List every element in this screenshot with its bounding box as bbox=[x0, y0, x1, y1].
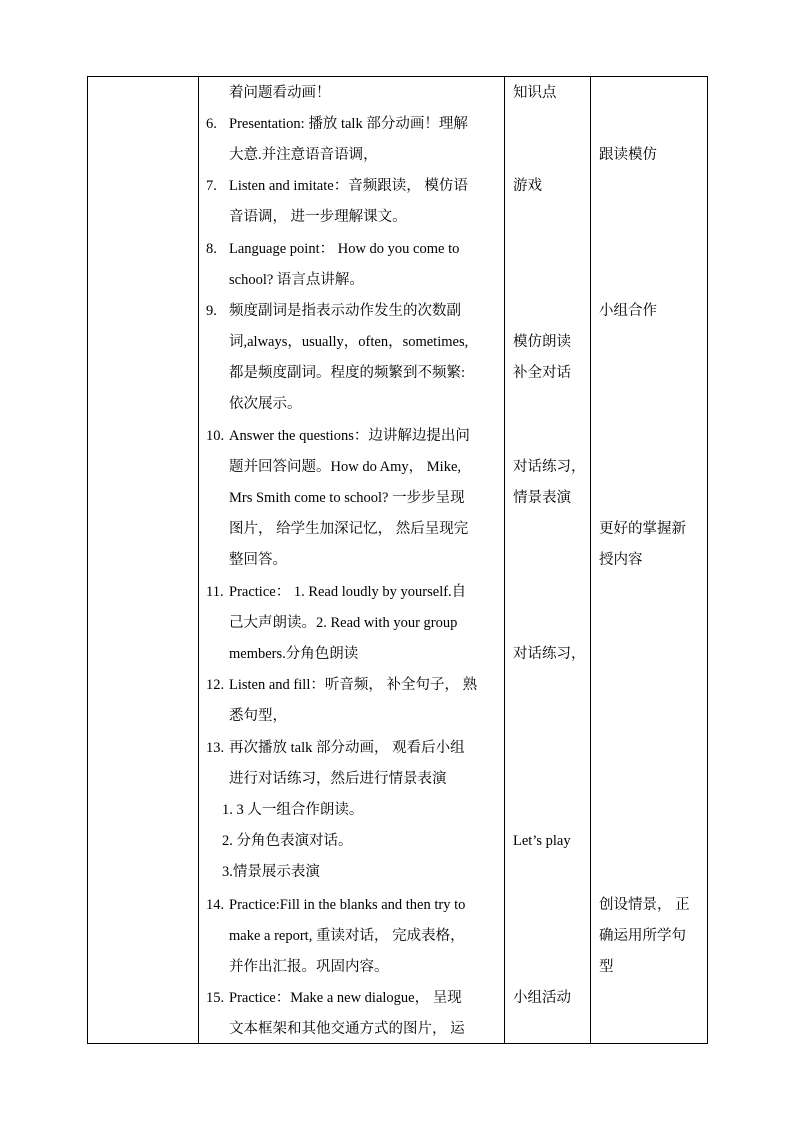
purpose-label: 创设情景， 正 bbox=[599, 897, 690, 913]
list-number: 12. bbox=[206, 677, 225, 693]
procedure-line: Presentation: 播放 talk 部分动画！理解 bbox=[229, 116, 468, 132]
list-number: 15. bbox=[206, 990, 225, 1006]
purpose-label: 确运用所学句 bbox=[599, 928, 686, 944]
procedure-line: 大意.并注意语音语调， bbox=[229, 147, 378, 163]
procedure-line: 着问题看动画！ bbox=[229, 85, 331, 101]
procedure-line: school? 语言点讲解。 bbox=[229, 272, 364, 288]
procedure-line: Answer the questions：边讲解边提出问 bbox=[229, 428, 470, 444]
procedure-line: 都是频度副词。程度的频繁到不频繁: bbox=[229, 365, 466, 381]
procedure-line: 依次展示。 bbox=[229, 396, 302, 412]
procedure-line: 己大声朗读。2. Read with your group bbox=[229, 615, 458, 631]
table-cell-activities bbox=[505, 77, 591, 1044]
procedure-line: members.分角色朗读 bbox=[229, 646, 359, 662]
table-cell-procedure bbox=[199, 77, 505, 1044]
procedure-line: 进行对话练习，然后进行情景表演 bbox=[229, 771, 447, 787]
procedure-line: Practice：Make a new dialogue， 呈现 bbox=[229, 990, 462, 1006]
procedure-line: 文本框架和其他交通方式的图片， 运 bbox=[229, 1021, 465, 1037]
purpose-label: 跟读模仿 bbox=[599, 147, 657, 163]
list-number: 9. bbox=[206, 303, 217, 319]
list-number: 10. bbox=[206, 428, 225, 444]
procedure-line: 频度副词是指表示动作发生的次数副 bbox=[229, 303, 461, 319]
procedure-line: 题并回答问题。How do Amy， Mike, bbox=[229, 459, 461, 475]
activity-label: 情景表演 bbox=[513, 490, 571, 506]
procedure-line: Listen and fill：听音频， 补全句子， 熟 bbox=[229, 677, 478, 693]
activity-label: 对话练习， bbox=[513, 646, 586, 662]
list-number: 7. bbox=[206, 178, 217, 194]
list-number: 14. bbox=[206, 897, 225, 913]
procedure-line: 再次播放 talk 部分动画， 观看后小组 bbox=[229, 740, 465, 756]
list-number: 11. bbox=[206, 584, 224, 600]
procedure-line: Practice： 1. Read loudly by yourself.自 bbox=[229, 584, 467, 600]
activity-label: 知识点 bbox=[513, 85, 557, 101]
activity-label: 小组活动 bbox=[513, 990, 571, 1006]
list-number: 8. bbox=[206, 241, 217, 257]
activity-label: 模仿朗读 bbox=[513, 334, 571, 350]
purpose-label: 授内容 bbox=[599, 552, 643, 568]
table-row bbox=[88, 77, 708, 1044]
activity-label: Let’s play bbox=[513, 833, 571, 849]
purpose-label: 型 bbox=[599, 959, 614, 975]
procedure-line: 并作出汇报。巩固内容。 bbox=[229, 959, 389, 975]
procedure-line: 整回答。 bbox=[229, 552, 287, 568]
purpose-label: 更好的掌握新 bbox=[599, 521, 686, 537]
procedure-line: Practice:Fill in the blanks and then try to bbox=[229, 897, 466, 913]
procedure-subline: 1. 3 人一组合作朗读。 bbox=[222, 802, 364, 818]
procedure-line: 悉句型， bbox=[229, 708, 287, 724]
list-number: 13. bbox=[206, 740, 225, 756]
table-cell-purpose bbox=[591, 77, 708, 1044]
procedure-line: 图片， 给学生加深记忆， 然后呈现完 bbox=[229, 521, 469, 537]
activity-label: 对话练习， bbox=[513, 459, 586, 475]
activity-label: 游戏 bbox=[513, 178, 542, 194]
procedure-subline: 2. 分角色表演对话。 bbox=[222, 833, 353, 849]
procedure-line: 音语调， 进一步理解课文。 bbox=[229, 209, 407, 225]
lesson-plan-table bbox=[87, 76, 708, 1044]
procedure-line: Listen and imitate：音频跟读， 模仿语 bbox=[229, 178, 468, 194]
procedure-subline: 3.情景展示表演 bbox=[222, 864, 320, 880]
procedure-line: Mrs Smith come to school? 一步步呈现 bbox=[229, 490, 465, 506]
procedure-line: 词,always，usually，often，sometimes, bbox=[229, 334, 469, 350]
activity-label: 补全对话 bbox=[513, 365, 571, 381]
table-cell-empty bbox=[88, 77, 199, 1044]
procedure-line: make a report, 重读对话， 完成表格， bbox=[229, 928, 465, 944]
purpose-label: 小组合作 bbox=[599, 303, 657, 319]
list-number: 6. bbox=[206, 116, 217, 132]
procedure-line: Language point： How do you come to bbox=[229, 241, 460, 257]
